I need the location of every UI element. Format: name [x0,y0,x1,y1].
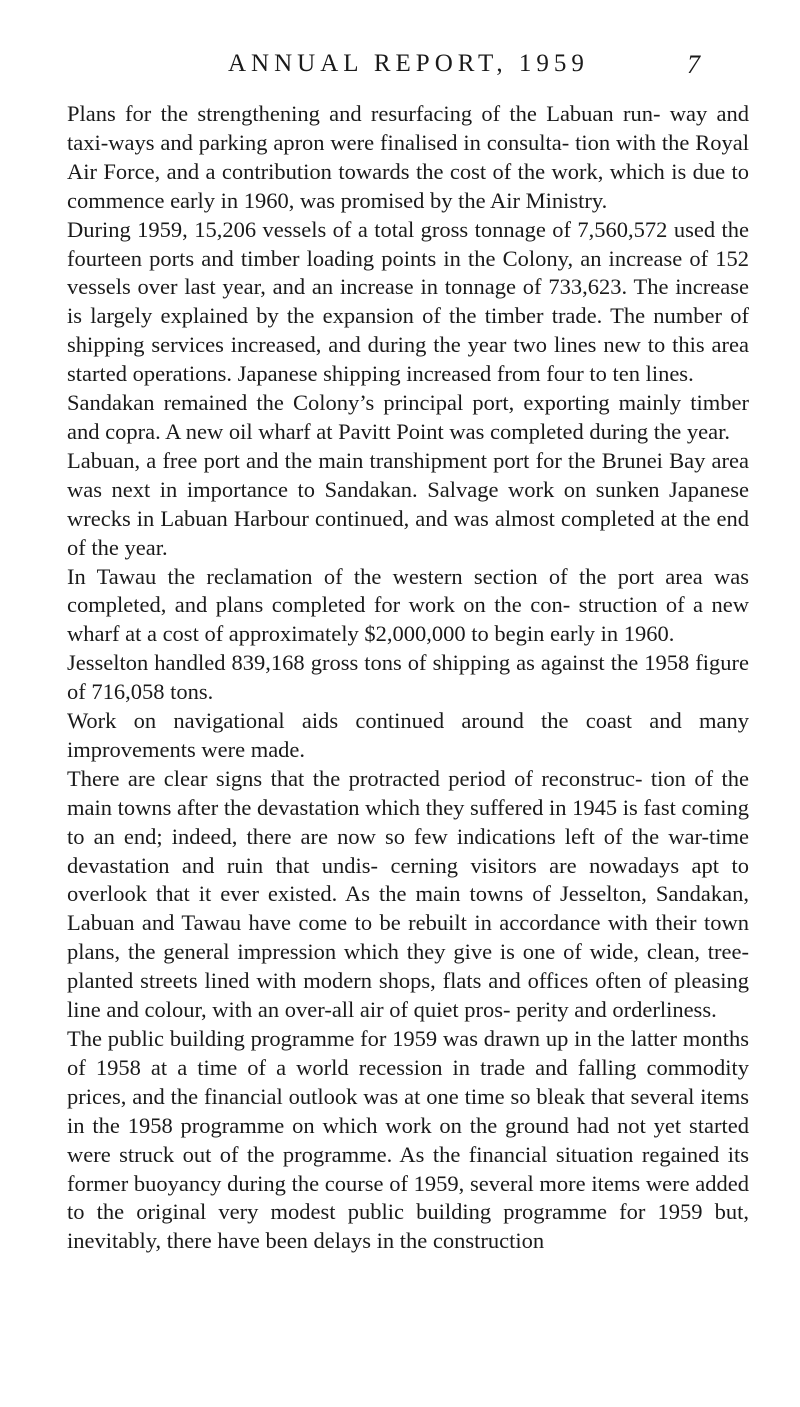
paragraph-navigational-aids: Work on navigational aids continued around the coast and many improvements were made. [67,708,749,762]
page-number: 7 [687,50,700,79]
paragraph-reconstruction: There are clear signs that the protracted period of reconstruc- tion of the main towns after the devastation which they suffered in 1945 is fast coming to an end; indeed, there are now so few indications left of the war-time devastation and ruin that undis- cerning visitors are nowadays apt to overlook that it ever existed. As the main towns of Jesselton, Sandakan, Labuan and Tawau have come to be rebuilt in accordance with their town plans, the general impression which they give is one of wide, clean, tree- planted streets lined with modern shops, flats and offices often of pleasing line and colour, with an over-all air of quiet pros- perity and orderliness. [67,765,749,1023]
paragraph-jesselton: Jesselton handled 839,168 gross tons of shipping as against the 1958 figure of 716,058 tons. [67,650,749,705]
running-title: ANNUAL REPORT, 1959 [228,50,589,77]
paragraph-tawau: In Tawau the reclamation of the western section of the port area was completed, and plans completed for work on the con- struction of a new wharf at a cost of approximately $2,000,000 to begin early in 1960. [67,563,749,647]
paragraph-shipping-statistics: During 1959, 15,206 vessels of a total gross tonnage of 7,560,572 used the fourteen ports and timber loading points in the Colony, an increase of 152 vessels over last year, and an increase in tonnage of 733,623. The increase is largely explained by the expansion of the timber trade. The number of shipping services increased, and during the year two lines new to this area started operations. Japanese shipping increased from four to ten lines. [67,216,749,387]
paragraph-public-building: The public building programme for 1959 was drawn up in the latter months of 1958 at a time of a world recession in trade and falling commodity prices, and the financial outlook was at one time so bleak that several items in the 1958 programme on which work on the ground had not yet started were struck out of the programme. As the financial situation regained its former buoyancy during the course of 1959, several more items were added to the original very modest public building programme for 1959 but, inevitably, there have been delays in the construction [67,1026,749,1254]
paragraph-sandakan: Sandakan remained the Colony’s principal port, exporting mainly timber and copra. A new oil wharf at Pavitt Point was completed during the year. [67,390,749,444]
paragraph-airport: Plans for the strengthening and resurfacing of the Labuan run- way and taxi-ways and parking apron were finalised in consulta- tion with the Royal Air Force, and a contribution towards the cost of the work, which is due to commence early in 1960, was promised by the Air Ministry. [67,101,749,213]
body-text [67,100,749,1256]
paragraph-labuan: Labuan, a free port and the main transhipment port for the Brunei Bay area was next in importance to Sandakan. Salvage work on sunken Japanese wrecks in Labuan Harbour continued, and was almost completed at the end of the year. [67,447,749,560]
